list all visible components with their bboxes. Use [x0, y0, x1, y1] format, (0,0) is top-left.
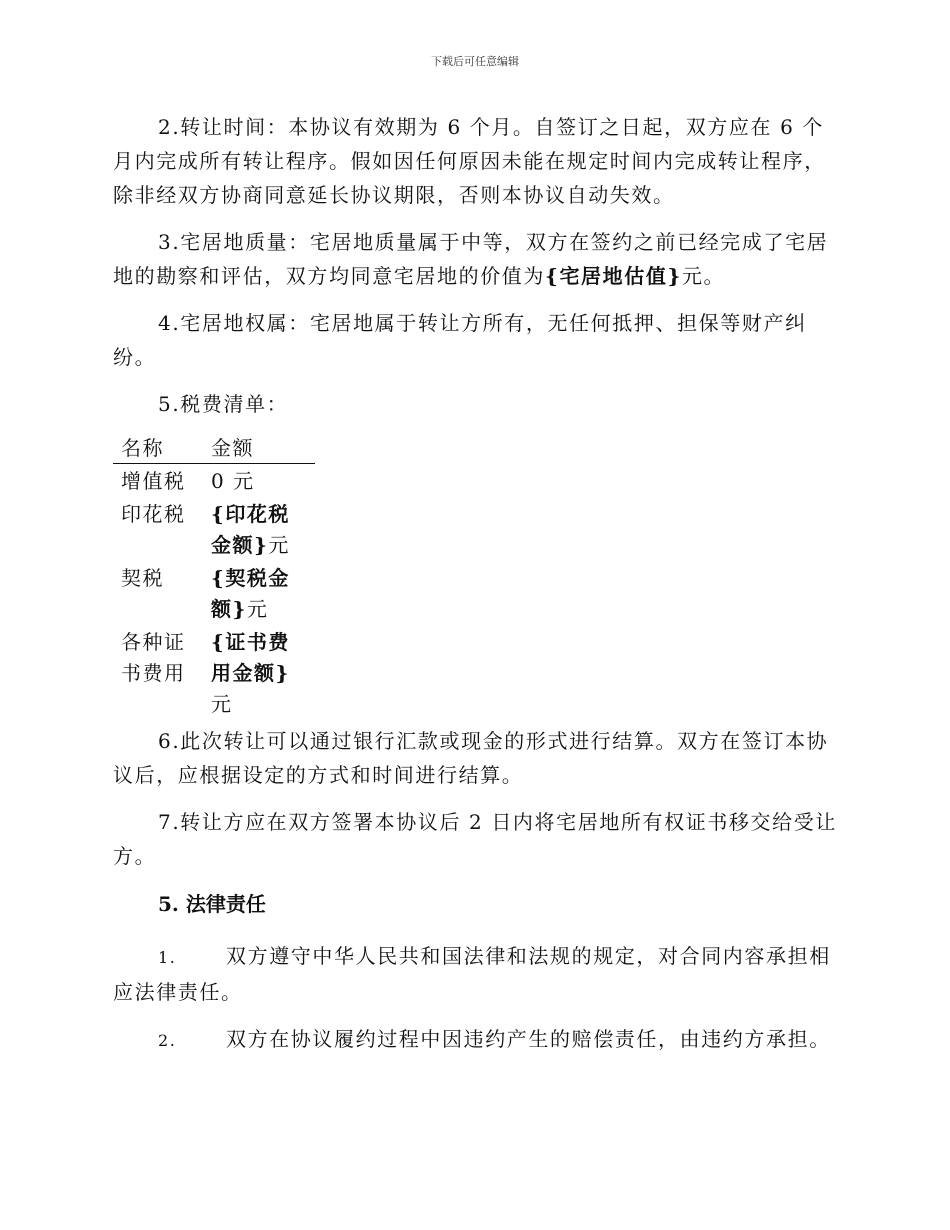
list-item	[113, 1022, 843, 1058]
table-row	[113, 497, 315, 561]
document-body	[113, 110, 843, 1071]
fee-amount-unit: 0 元	[211, 469, 255, 493]
land-value-placeholder: {宅居地估值}	[545, 264, 682, 288]
section-heading-legal-liability: 5. 法律责任	[158, 892, 266, 916]
fee-amount-unit: 元	[246, 597, 269, 621]
paragraph-settlement: 6.此次转让可以通过银行汇款或现金的形式进行结算。双方在签订本协议后，应根据设定的方式和时间进行结算。	[113, 729, 829, 787]
paragraph-transfer-time: 2.转让时间：本协议有效期为 6 个月。自签订之日起，双方应在 6 个月内完成所有转让程序。假如因任何原因未能在规定时间内完成转让程序，除非经双方协商同意延长协议期限，否则本协议自动失效。	[113, 115, 826, 207]
fee-amount-placeholder: {证书费用金额}	[211, 630, 290, 685]
list-item-number: 2.	[158, 1031, 177, 1050]
fee-name: 印花税	[121, 502, 186, 526]
fee-amount-placeholder: {印花税金额}	[211, 502, 290, 557]
fee-amount	[203, 464, 315, 498]
table-row	[113, 625, 315, 720]
paragraph-tax-list: 5.税费清单：	[158, 392, 289, 416]
tax-fee-table	[113, 429, 315, 720]
table-row	[113, 561, 315, 625]
list-item-text: 双方遵守中华人民共和国法律和法规的规定，对合同内容承担相应法律责任。	[113, 944, 831, 1004]
fee-name: 契税	[121, 566, 164, 590]
fee-name: 各种证书费用	[121, 630, 186, 685]
column-header-amount: 金额	[203, 429, 315, 464]
column-header-name: 名称	[113, 429, 203, 464]
land-quality-suffix: 元。	[681, 264, 726, 288]
fee-amount	[203, 497, 315, 561]
paragraph-land-quality	[113, 225, 843, 293]
page-header: 下载后可任意编辑	[431, 55, 519, 68]
paragraph-certificate-handover: 7.转让方应在双方签署本协议后 2 日内将宅居地所有权证书移交给受让方。	[113, 810, 837, 868]
fee-amount-unit: 元	[211, 692, 233, 716]
fee-amount-unit: 元	[268, 533, 290, 557]
fee-amount	[203, 625, 315, 720]
fee-amount-placeholder: {契税金额}	[211, 566, 290, 621]
land-quality-text: 3.宅居地质量：宅居地质量属于中等，双方在签约之前已经完成了宅居地的勘察和评估，双方均同意宅居地的价值为	[113, 230, 829, 288]
list-item-number: 1.	[158, 948, 177, 967]
paragraph-land-ownership: 4.宅居地权属：宅居地属于转让方所有，无任何抵押、担保等财产纠纷。	[113, 311, 807, 369]
table-row	[113, 464, 315, 498]
fee-amount	[203, 561, 315, 625]
fee-name: 增值税	[121, 469, 186, 493]
table-header-row	[113, 429, 315, 464]
list-item-text: 双方在协议履约过程中因违约产生的赔偿责任，由违约方承担。	[226, 1027, 831, 1051]
list-item	[113, 939, 843, 1009]
